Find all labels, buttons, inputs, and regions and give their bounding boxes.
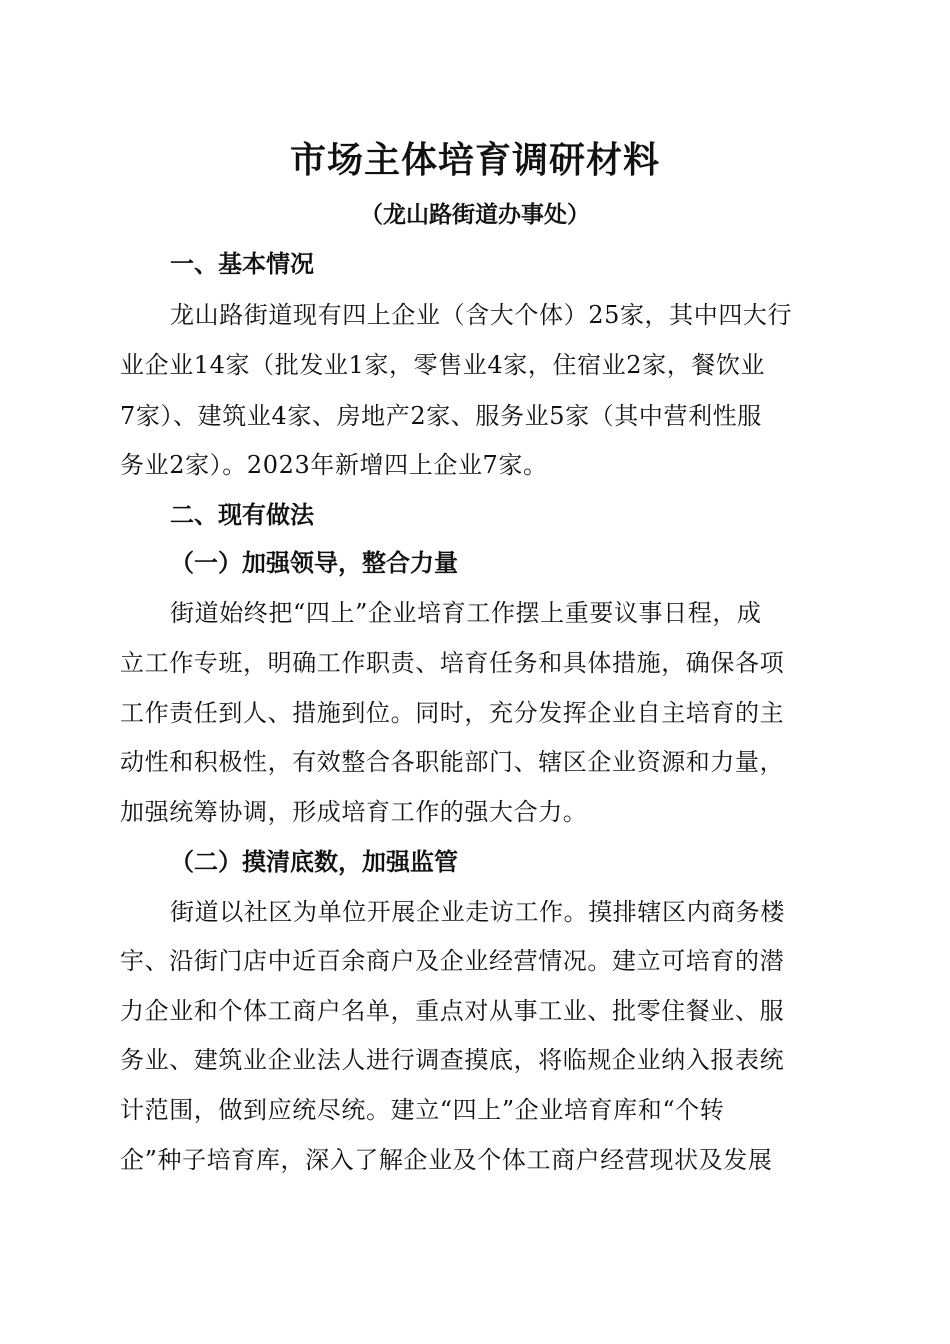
- subsection-heading-1: （一）加强领导，整合力量: [170, 548, 458, 577]
- paragraph-line: 务业2家）。2023年新增四上企业7家。: [120, 451, 548, 479]
- paragraph-line: 工作责任到人、措施到位。同时，充分发挥企业自主培育的主: [120, 699, 785, 727]
- document-subtitle: （龙山路街道办事处）: [360, 201, 590, 228]
- paragraph-line: 企”种子培育库，深入了解企业及个体工商户经营现状及发展: [120, 1146, 773, 1174]
- paragraph-line: 街道始终把“四上”企业培育工作摆上重要议事日程，成: [170, 599, 762, 627]
- document-title: 市场主体培育调研材料: [289, 139, 660, 181]
- section-heading-basic: 一、基本情况: [170, 249, 314, 278]
- paragraph-line: 务业、建筑业企业法人进行调查摸底，将临规企业纳入报表统: [120, 1046, 785, 1074]
- paragraph-line: 业企业14家（批发业1家，零售业4家，住宿业2家，餐饮业: [120, 351, 766, 379]
- paragraph-line: 加强统筹协调，形成培育工作的强大合力。: [120, 798, 588, 826]
- paragraph-line: 立工作专班，明确工作职责、培育任务和具体措施，确保各项: [120, 649, 785, 677]
- paragraph-line: 计范围，做到应统尽统。建立“四上”企业培育库和“个转: [120, 1096, 725, 1124]
- section-heading-practices: 二、现有做法: [170, 500, 314, 529]
- paragraph-line: 龙山路街道现有四上企业（含大个体）25家，其中四大行: [170, 301, 793, 329]
- paragraph-line: 街道以社区为单位开展企业走访工作。摸排辖区内商务楼: [170, 898, 785, 926]
- paragraph-line: 力企业和个体工商户名单，重点对从事工业、批零住餐业、服: [120, 997, 785, 1025]
- paragraph-line: 宇、沿街门店中近百余商户及企业经营情况。建立可培育的潜: [120, 947, 785, 975]
- paragraph-line: 动性和积极性，有效整合各职能部门、辖区企业资源和力量，: [120, 748, 785, 776]
- paragraph-line: 7家）、建筑业4家、房地产2家、服务业5家（其中营利性服: [120, 402, 762, 430]
- subsection-heading-2: （二）摸清底数，加强监管: [170, 847, 458, 876]
